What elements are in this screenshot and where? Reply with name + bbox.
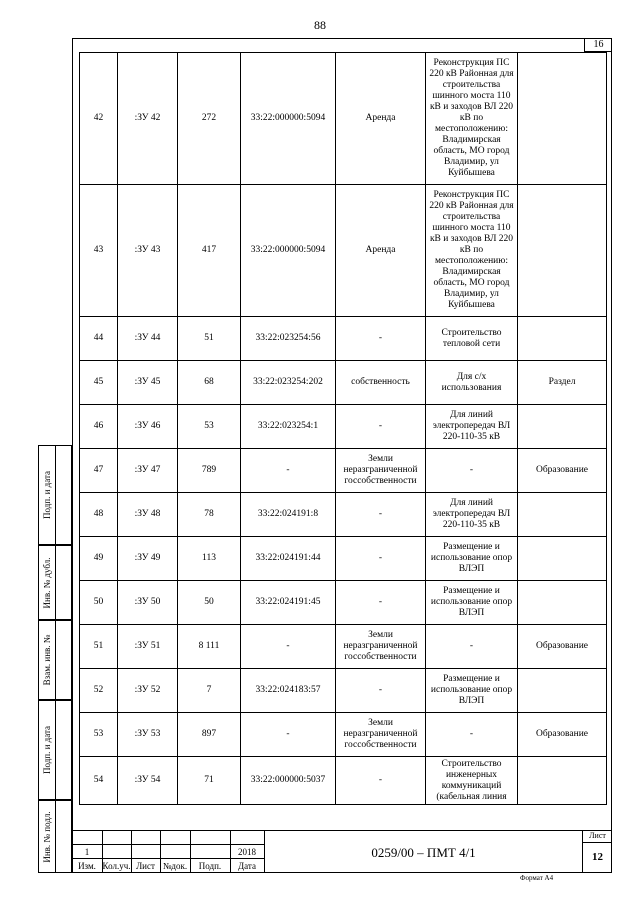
table-row	[80, 669, 607, 713]
corner-number: 16	[584, 38, 612, 52]
cadastral-number: 33:22:000000:5094	[241, 185, 336, 317]
cadastral-number: -	[241, 713, 336, 757]
side-stamp	[38, 445, 72, 873]
cadastral-number: 33:22:024191:45	[241, 581, 336, 625]
table-row	[80, 625, 607, 669]
right-type: -	[336, 537, 426, 581]
plot-id: :ЗУ 46	[118, 405, 178, 449]
purpose: Размещение и использование опор ВЛЭП	[426, 581, 518, 625]
area: 113	[178, 537, 241, 581]
row-number: 42	[80, 53, 118, 185]
header-ndok: №док.	[162, 861, 188, 871]
cadastral-number: 33:22:024183:57	[241, 669, 336, 713]
document-code: 0259/00 – ПМТ 4/1	[371, 845, 476, 860]
side-cell-3	[38, 620, 72, 700]
cadastral-number: 33:22:023254:1	[241, 405, 336, 449]
side-label: Подп. и дата	[42, 470, 52, 520]
purpose: Реконструкция ПС 220 кВ Районная для строительства шинного моста 110 кВ и заходов ВЛ 220 кВ по местоположению: Владимирская область, МО город Владимир, ул Куйбышева	[426, 53, 518, 185]
cadastral-number: 33:22:000000:5094	[241, 53, 336, 185]
row-number: 49	[80, 537, 118, 581]
row-number: 47	[80, 449, 118, 493]
right-type: -	[336, 493, 426, 537]
side-label: Подп. и дата	[42, 725, 52, 775]
plot-id: :ЗУ 42	[118, 53, 178, 185]
row-number: 51	[80, 625, 118, 669]
purpose: -	[426, 713, 518, 757]
table-row	[80, 405, 607, 449]
note	[518, 185, 607, 317]
side-cell-5	[38, 800, 72, 873]
side-label: Инв. № подл.	[42, 810, 52, 863]
table-row	[80, 449, 607, 493]
table-row	[80, 757, 607, 805]
table-row	[80, 361, 607, 405]
table-row	[80, 317, 607, 361]
side-cell-2	[38, 545, 72, 620]
purpose: Строительство инженерных коммуникаций (кабельная линия	[426, 757, 518, 805]
area: 68	[178, 361, 241, 405]
plot-id: :ЗУ 45	[118, 361, 178, 405]
purpose: Строительство тепловой сети	[426, 317, 518, 361]
header-izm: Изм.	[78, 861, 96, 871]
page-number: 88	[314, 18, 326, 32]
side-label: Взам. инв. №	[42, 634, 52, 686]
land-plots-table	[79, 52, 607, 805]
purpose: -	[426, 625, 518, 669]
row-number: 50	[80, 581, 118, 625]
row-number: 52	[80, 669, 118, 713]
purpose: Реконструкция ПС 220 кВ Районная для строительства шинного моста 110 кВ и заходов ВЛ 220 кВ по местоположению: Владимирская область, МО город Владимир, ул Куйбышева	[426, 185, 518, 317]
row-number: 43	[80, 185, 118, 317]
area: 50	[178, 581, 241, 625]
note	[518, 493, 607, 537]
purpose: Для с/х использования	[426, 361, 518, 405]
right-type: Земли неразграниченной госсобственности	[336, 625, 426, 669]
title-block	[72, 830, 612, 873]
right-type: Аренда	[336, 53, 426, 185]
right-type: -	[336, 317, 426, 361]
note: Образование	[518, 449, 607, 493]
area: 7	[178, 669, 241, 713]
right-type: -	[336, 581, 426, 625]
purpose: -	[426, 449, 518, 493]
table-row	[80, 581, 607, 625]
row-number: 48	[80, 493, 118, 537]
area: 8 111	[178, 625, 241, 669]
purpose: Размещение и использование опор ВЛЭП	[426, 537, 518, 581]
area: 272	[178, 53, 241, 185]
area: 71	[178, 757, 241, 805]
area: 789	[178, 449, 241, 493]
row-number: 46	[80, 405, 118, 449]
note: Раздел	[518, 361, 607, 405]
cadastral-number: -	[241, 625, 336, 669]
side-cell-1	[38, 445, 72, 545]
plot-id: :ЗУ 48	[118, 493, 178, 537]
sheet-number: 12	[592, 851, 603, 863]
right-type: -	[336, 669, 426, 713]
area: 53	[178, 405, 241, 449]
note	[518, 581, 607, 625]
area: 417	[178, 185, 241, 317]
cadastral-number: 33:22:000000:5037	[241, 757, 336, 805]
plot-id: :ЗУ 50	[118, 581, 178, 625]
area: 897	[178, 713, 241, 757]
plot-id: :ЗУ 43	[118, 185, 178, 317]
plot-id: :ЗУ 52	[118, 669, 178, 713]
row-number: 53	[80, 713, 118, 757]
right-type: Земли неразграниченной госсобственности	[336, 449, 426, 493]
note	[518, 537, 607, 581]
plot-id: :ЗУ 51	[118, 625, 178, 669]
side-cell-4	[38, 700, 72, 800]
right-type: собственность	[336, 361, 426, 405]
table-row	[80, 53, 607, 185]
cadastral-number: 33:22:023254:202	[241, 361, 336, 405]
area: 51	[178, 317, 241, 361]
cadastral-number: -	[241, 449, 336, 493]
purpose: Размещение и использование опор ВЛЭП	[426, 669, 518, 713]
note: Образование	[518, 625, 607, 669]
side-label: Инв. № дубл.	[42, 557, 52, 608]
area: 78	[178, 493, 241, 537]
note	[518, 53, 607, 185]
right-type: -	[336, 405, 426, 449]
cadastral-number: 33:22:023254:56	[241, 317, 336, 361]
header-data: Дата	[238, 861, 256, 871]
row-number: 44	[80, 317, 118, 361]
header-list: Лист	[136, 861, 155, 871]
sheet-label: Лист	[589, 831, 606, 840]
note	[518, 405, 607, 449]
right-type: -	[336, 757, 426, 805]
purpose: Для линий электропередач ВЛ 220-110-35 кВ	[426, 493, 518, 537]
table-row	[80, 185, 607, 317]
purpose: Для линий электропередач ВЛ 220-110-35 кВ	[426, 405, 518, 449]
table-row	[80, 713, 607, 757]
header-podp: Подп.	[198, 861, 222, 871]
plot-id: :ЗУ 44	[118, 317, 178, 361]
right-type: Земли неразграниченной госсобственности	[336, 713, 426, 757]
table-row	[80, 537, 607, 581]
header-kol-uch: Кол.уч.	[102, 861, 131, 871]
row-number: 54	[80, 757, 118, 805]
note	[518, 317, 607, 361]
note: Образование	[518, 713, 607, 757]
year-value: 2018	[238, 847, 256, 857]
right-type: Аренда	[336, 185, 426, 317]
cadastral-number: 33:22:024191:8	[241, 493, 336, 537]
izm-value: 1	[84, 847, 90, 857]
note	[518, 669, 607, 713]
plot-id: :ЗУ 53	[118, 713, 178, 757]
plot-id: :ЗУ 49	[118, 537, 178, 581]
note	[518, 757, 607, 805]
table-row	[80, 493, 607, 537]
plot-id: :ЗУ 54	[118, 757, 178, 805]
row-number: 45	[80, 361, 118, 405]
cadastral-number: 33:22:024191:44	[241, 537, 336, 581]
format-label: Формат А4	[520, 874, 554, 882]
plot-id: :ЗУ 47	[118, 449, 178, 493]
